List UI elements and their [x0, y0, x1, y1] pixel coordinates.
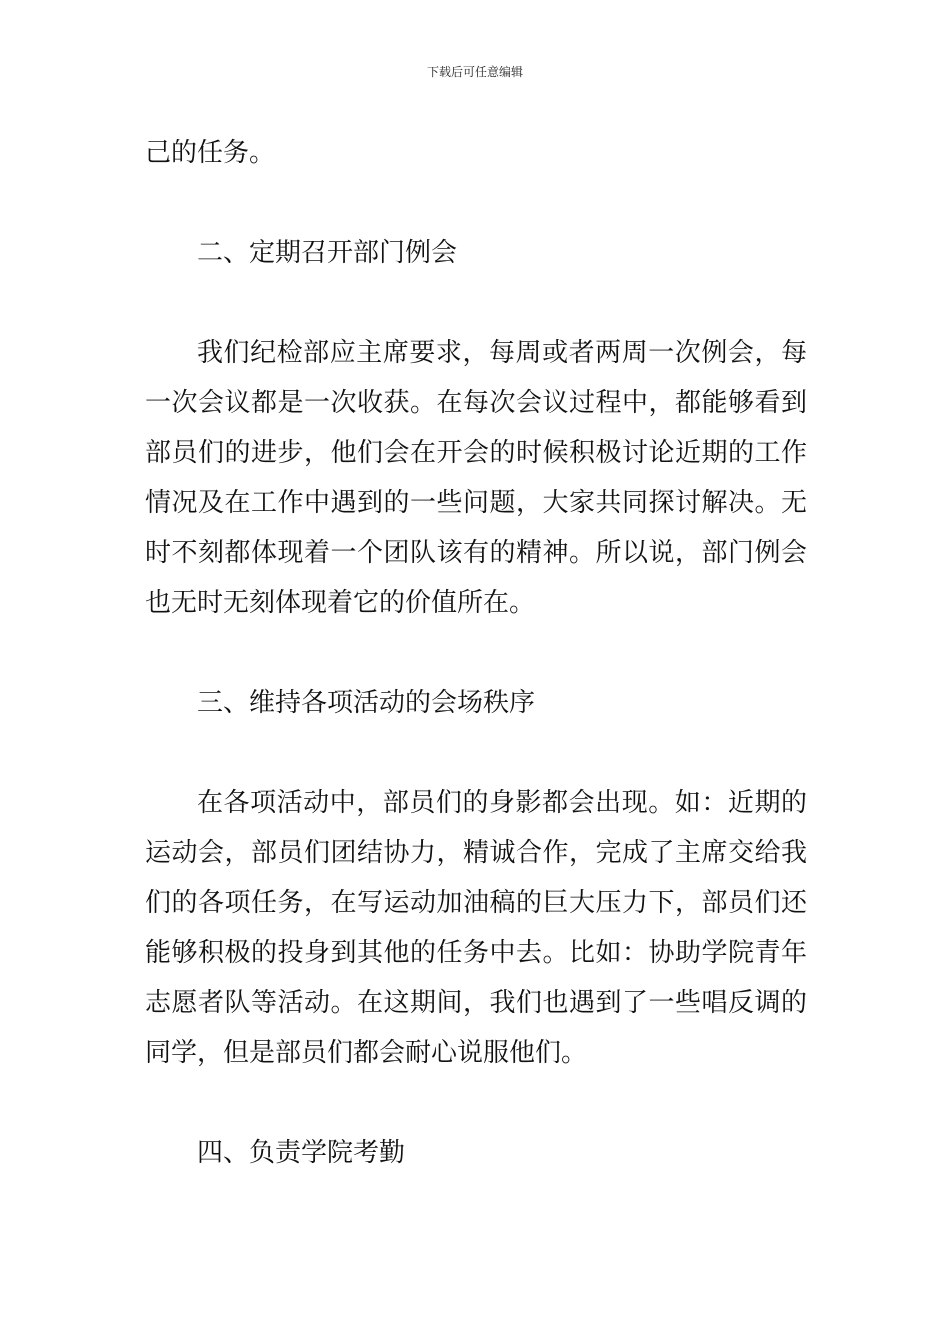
section-paragraph-2: 我们纪检部应主席要求，每周或者两周一次例会，每一次会议都是一次收获。在每次会议过程中，都能够看到部员们的进步，他们会在开会的时候积极讨论近期的工作情况及在工作中遇到的一些问题，大家共同探讨解决。无时不刻都体现着一个团队该有的精神。所以说，部门例会也无时无刻体现着它的价值所在。: [145, 338, 807, 618]
spacer: [145, 278, 807, 328]
section-paragraph-3: 在各项活动中，部员们的身影都会出现。如：近期的运动会，部员们团结协力，精诚合作，完成了主席交给我们的各项任务，在写运动加油稿的巨大压力下，部员们还能够积极的投身到其他的任务中去。比如：协助学院青年志愿者队等活动。在这期间，我们也遇到了一些唱反调的同学，但是部员们都会耐心说服他们。: [145, 788, 807, 1068]
page-header-note: 下载后可任意编辑: [426, 65, 523, 79]
spacer: [145, 628, 807, 678]
spacer: [145, 178, 807, 228]
section-heading-2: 二、定期召开部门例会: [197, 238, 458, 268]
continuation-text: 己的任务。: [145, 138, 276, 168]
document-body: [145, 128, 807, 1178]
section-heading-3: 三、维持各项活动的会场秩序: [197, 688, 536, 718]
section-heading-4: 四、负责学院考勤: [197, 1138, 406, 1168]
spacer: [145, 1078, 807, 1128]
spacer: [145, 728, 807, 778]
